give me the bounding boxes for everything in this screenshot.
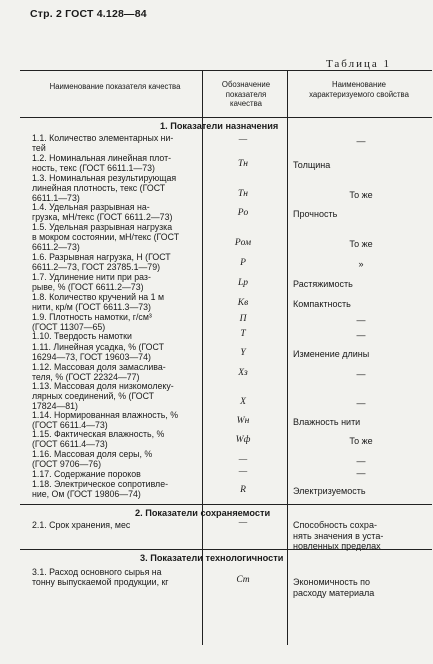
param-row-1-16 — [32, 449, 198, 469]
property-row-1-15: То же — [349, 436, 373, 446]
param-line: 1.1. Количество элементарных ни- — [32, 133, 174, 143]
section-3-rule — [20, 549, 432, 550]
property-line: Экономичность по — [293, 577, 371, 587]
param-line: 1.17. Содержание пороков — [32, 469, 141, 479]
param-line: 1.12. Массовая доля замаслива- — [32, 362, 166, 372]
column-header-name: Наименование показателя качества — [49, 82, 181, 91]
property-row-1-16: — — [356, 456, 366, 466]
property-row-1-13: — — [356, 398, 366, 408]
param-row-1-6 — [32, 252, 198, 272]
param-line: (ГОСТ 11307—65) — [32, 322, 106, 333]
symbol-row-1-15: Wф — [235, 435, 251, 445]
param-line: в мокром состоянии, мН/текс (ГОСТ — [32, 232, 180, 243]
param-line: тей — [32, 143, 46, 154]
param-line: 1.9. Плотность намотки, г/см³ — [32, 312, 152, 322]
table-header-rule — [20, 117, 432, 118]
property-row-1-3: То же — [349, 190, 373, 200]
param-line: (ГОСТ 6611.4—73) — [32, 439, 108, 450]
symbol-row-1-1: — — [238, 135, 248, 145]
param-row-1-8 — [32, 292, 198, 312]
symbol-row-1-10: T — [240, 329, 246, 339]
param-row-1-3 — [32, 173, 198, 204]
symbol-row-2-1: — — [238, 518, 248, 528]
param-line: 6611.2—73, ГОСТ 23785.1—79) — [32, 262, 161, 273]
param-line: (ГОСТ 6611.4—73) — [32, 420, 108, 431]
param-row-1-14 — [32, 410, 198, 430]
param-line: ние, Ом (ГОСТ 19806—74) — [32, 489, 141, 500]
table-title: Таблица 1 — [325, 58, 391, 70]
param-line: 1.11. Линейная усадка, % (ГОСТ — [32, 342, 164, 352]
symbol-row-1-18: R — [240, 485, 246, 495]
property-row-1-6: » — [358, 259, 364, 269]
param-row-1-4 — [32, 202, 198, 222]
param-row-1-5 — [32, 222, 198, 253]
param-line: 1.6. Разрывная нагрузка, Н (ГОСТ — [32, 252, 171, 262]
property-row-1-8: Компактность — [293, 299, 351, 309]
symbol-row-1-13: X — [240, 397, 246, 407]
property-row-3-1 — [293, 577, 429, 598]
param-line: 1.5. Удельная разрывная нагрузка — [32, 222, 173, 232]
property-row-1-9: — — [356, 315, 366, 325]
property-row-1-7: Растяжимость — [293, 279, 353, 289]
param-line: 1.18. Электрическое сопротивле- — [32, 479, 169, 489]
param-row-1-9 — [32, 312, 198, 332]
property-row-1-18: Электризуемость — [293, 486, 366, 496]
symbol-row-1-17: — — [238, 467, 248, 477]
param-row-1-10 — [32, 331, 198, 341]
param-row-1-7 — [32, 272, 198, 292]
param-row-1-18 — [32, 479, 198, 499]
symbol-row-1-4: Pо — [237, 208, 249, 218]
param-line: (ГОСТ 9706—76) — [32, 459, 102, 470]
param-line: 1.2. Номинальная линейная плот- — [32, 153, 172, 163]
property-line: Способность сохра- — [293, 520, 377, 530]
symbol-row-1-12: Xз — [238, 368, 248, 378]
param-row-1-13 — [32, 381, 198, 412]
section-title-3: 3. Показатели технологичности — [140, 553, 284, 563]
param-line: лярных соединений, % (ГОСТ — [32, 391, 155, 402]
param-line: 1.4. Удельная разрывная на- — [32, 202, 150, 212]
symbol-row-1-3: Tн — [238, 189, 248, 199]
symbol-row-1-14: Wн — [236, 416, 250, 426]
column-header-symbol: Обозначение показателя качества — [221, 80, 271, 108]
symbol-row-1-7: Lр — [237, 278, 249, 288]
param-row-1-12 — [32, 362, 198, 382]
section-title-2: 2. Показатели сохраняемости — [135, 508, 271, 518]
param-line: грузка, мН/текс (ГОСТ 6611.2—73) — [32, 212, 173, 223]
symbol-row-1-9: П — [239, 314, 247, 324]
param-line: 2.1. Срок хранения, мес — [32, 520, 131, 530]
symbol-row-1-16: — — [238, 455, 248, 465]
param-line: 6611.1—73) — [32, 193, 80, 204]
property-row-1-1: — — [356, 136, 366, 146]
param-row-1-2 — [32, 153, 198, 173]
column-header-property: Наименование характеризуемого свойства — [309, 80, 409, 99]
symbol-row-1-2: Tн — [238, 159, 248, 169]
param-line: теля, % (ГОСТ 22324—77) — [32, 372, 140, 383]
section-2-rule — [20, 504, 432, 505]
param-line: нити, кр/м (ГОСТ 6611.3—73) — [32, 302, 151, 313]
property-row-1-2: Толщина — [293, 160, 331, 170]
param-line: 1.16. Массовая доля серы, % — [32, 449, 153, 459]
symbol-row-1-8: Kв — [237, 298, 249, 308]
param-line: тонну выпускаемой продукции, кг — [32, 577, 169, 588]
property-row-2-1 — [293, 520, 429, 552]
property-line: нять значения в уста- — [293, 530, 384, 541]
param-row-3-1 — [32, 567, 198, 587]
param-line: ность, текс (ГОСТ 6611.1—73) — [32, 163, 155, 174]
param-line: 1.3. Номинальная результирующая — [32, 173, 177, 183]
param-row-1-1 — [32, 133, 198, 153]
param-line: линейная плотность, текс (ГОСТ — [32, 183, 166, 194]
param-line: 1.13. Массовая доля низкомолеку- — [32, 381, 174, 391]
property-row-1-12: — — [356, 369, 366, 379]
table-top-rule — [20, 70, 432, 71]
param-line: 17824—81) — [32, 401, 78, 412]
param-row-1-11 — [32, 342, 198, 362]
symbol-row-1-5: Pом — [234, 238, 252, 248]
property-line: новленных пределах — [293, 541, 381, 551]
property-line: расходу материала — [293, 587, 375, 598]
param-row-1-17 — [32, 469, 198, 479]
property-row-1-11: Изменение длины — [293, 349, 370, 359]
param-row-2-1 — [32, 520, 198, 530]
symbol-row-1-6: P — [240, 258, 246, 268]
property-row-1-5: То же — [349, 239, 373, 249]
param-line: 1.15. Фактическая влажность, % — [32, 429, 165, 439]
property-row-1-17: — — [356, 468, 366, 478]
section-title-1: 1. Показатели назначения — [160, 121, 279, 131]
property-row-1-4: Прочность — [293, 209, 338, 219]
param-row-1-15 — [32, 429, 198, 449]
column-divider-2 — [287, 70, 288, 645]
property-row-1-14: Влажность нити — [293, 417, 361, 427]
param-line: 1.8. Количество кручений на 1 м — [32, 292, 165, 302]
param-line: 3.1. Расход основного сырья на — [32, 567, 162, 577]
param-line: 1.7. Удлинение нити при раз- — [32, 272, 151, 282]
param-line: 6611.2—73) — [32, 242, 80, 253]
symbol-row-1-11: Y — [240, 348, 246, 358]
param-line: 1.14. Нормированная влажность, % — [32, 410, 179, 420]
page-header: Стр. 2 ГОСТ 4.128—84 — [30, 8, 147, 20]
symbol-row-3-1: Cт — [236, 575, 250, 585]
param-line: рыве, % (ГОСТ 6611.2—73) — [32, 282, 144, 293]
property-row-1-10: — — [356, 330, 366, 340]
param-line: 1.10. Твердость намотки — [32, 331, 132, 341]
param-line: 16294—73, ГОСТ 19603—74) — [32, 352, 151, 363]
